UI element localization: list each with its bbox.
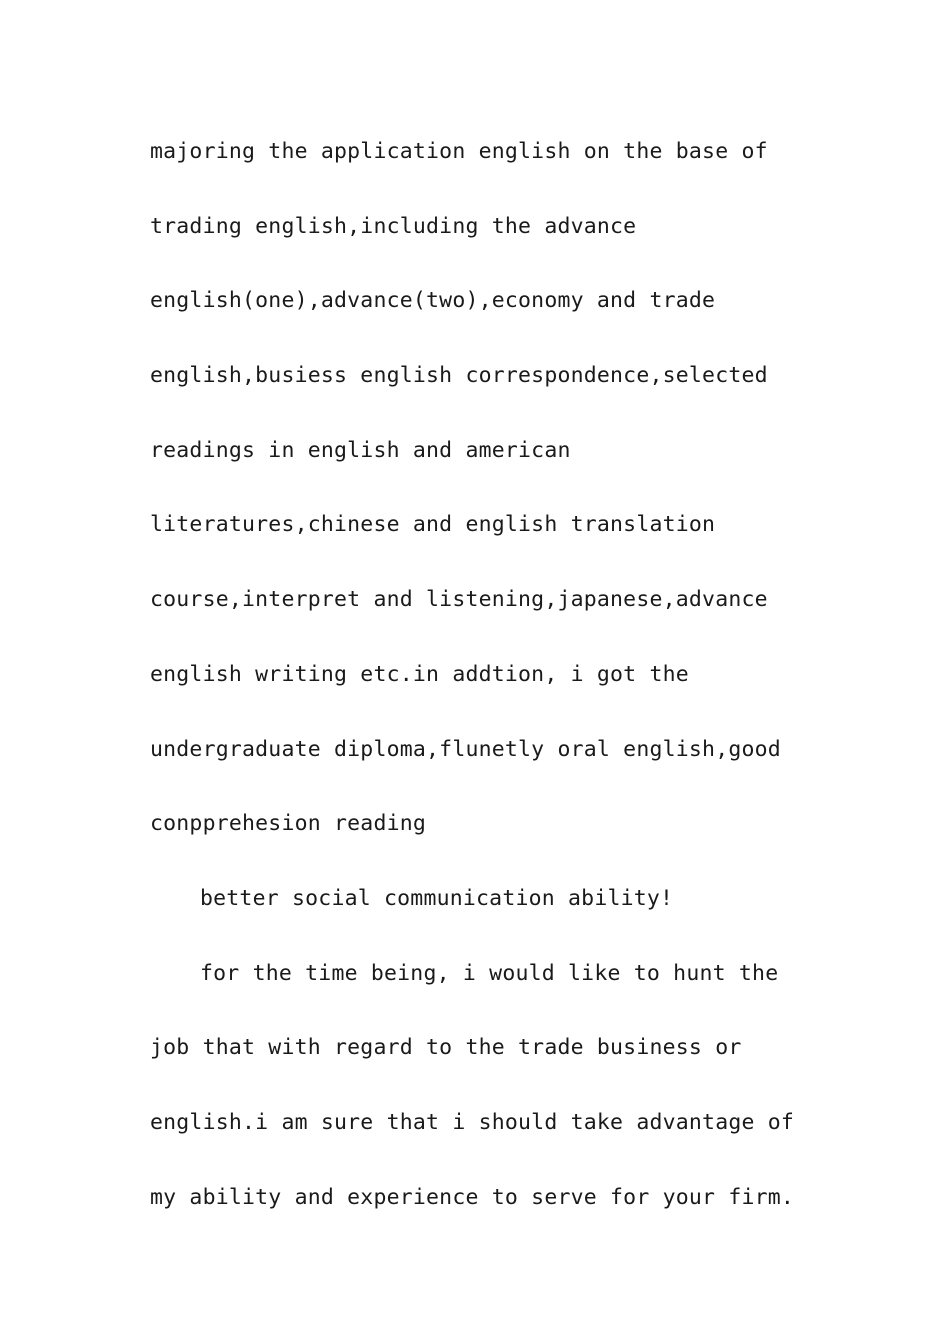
text-line: readings in english and american bbox=[150, 437, 571, 463]
text-line: job that with regard to the trade business or bbox=[150, 1035, 742, 1061]
text-line: majoring the application english on the base of bbox=[150, 139, 768, 164]
text-line: trading english,including the advance bbox=[150, 213, 637, 239]
paragraph-start-line: for the time being, i would like to hunt the bbox=[200, 960, 779, 986]
body-text bbox=[150, 132, 830, 1252]
text-line: english,busiess english correspondence,selected bbox=[150, 363, 768, 389]
text-line: english writing etc.in addtion, i got the bbox=[150, 661, 689, 687]
text-line: course,interpret and listening,japanese,advance bbox=[150, 587, 768, 613]
text-line: conpprehesion reading bbox=[150, 811, 427, 837]
text-line: my ability and experience to serve for your firm. bbox=[150, 1184, 795, 1210]
text-line: english.i am sure that i should take advantage of bbox=[150, 1109, 795, 1135]
text-line: english(one),advance(two),economy and trade bbox=[150, 288, 716, 314]
text-line: undergraduate diploma,flunetly oral english,good bbox=[150, 736, 781, 762]
text-line: literatures,chinese and english translation bbox=[150, 512, 716, 538]
paragraph-start-line: better social communication ability! bbox=[200, 885, 674, 911]
